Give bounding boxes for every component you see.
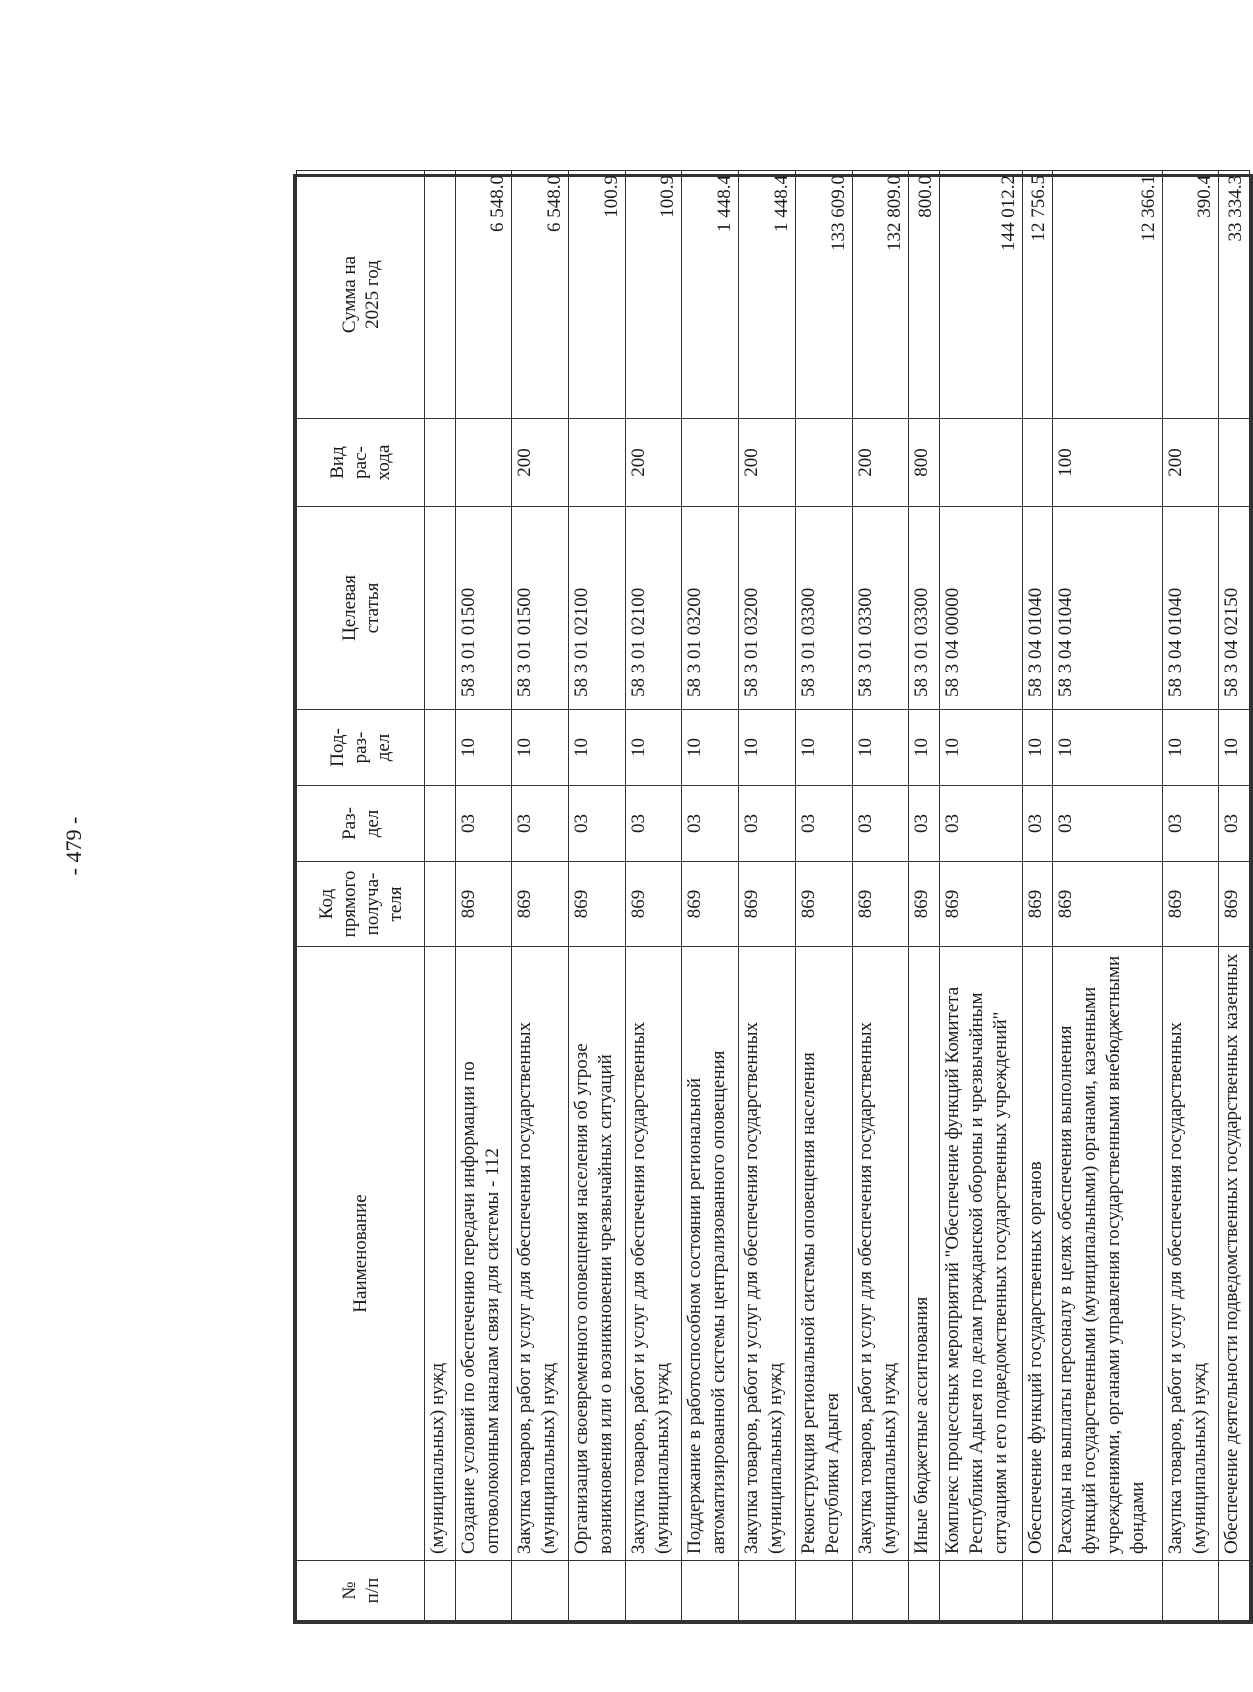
- cell-expense-type: 200: [1162, 419, 1219, 507]
- budget-table: [296, 170, 1250, 1621]
- header-section: Раз- дел: [297, 786, 425, 862]
- cell-no: [512, 1561, 569, 1621]
- page-number: - 479 -: [61, 816, 86, 876]
- cell-recipient-code: 869: [1053, 862, 1162, 947]
- cell-subsection: 10: [1162, 710, 1219, 786]
- cell-name: Закупка товаров, работ и услуг для обеспечения государственных (муниципальных) нужд: [852, 947, 909, 1561]
- cell-recipient-code: 869: [1022, 862, 1053, 947]
- cell-subsection: 10: [512, 710, 569, 786]
- cell-name: Реконструкция региональной системы оповещения населения Республики Адыгея: [795, 947, 852, 1561]
- cell-subsection: 10: [682, 710, 739, 786]
- cell-section: 03: [1053, 786, 1162, 862]
- cell-no: [1022, 1561, 1053, 1621]
- cell-name: Комплекс процессных мероприятий "Обеспечение функций Комитета Республики Адыгея по делам гражданской обороны и чрезвычайным ситуациям и его подведомственных государственных учреждений": [939, 947, 1022, 1561]
- cell-section: 03: [1219, 786, 1250, 862]
- cell-subsection: 10: [625, 710, 682, 786]
- cell-target-article: 58 3 01 03200: [682, 507, 739, 710]
- cell-target-article: 58 3 04 01040: [1022, 507, 1053, 710]
- cell-no: [625, 1561, 682, 1621]
- cell-recipient-code: 869: [625, 862, 682, 947]
- cell-section: 03: [1022, 786, 1053, 862]
- cell-section: [425, 786, 456, 862]
- cell-expense-type: 800: [909, 419, 940, 507]
- cell-recipient-code: 869: [569, 862, 626, 947]
- cell-no: [455, 1561, 512, 1621]
- cell-amount: 800.0: [909, 171, 940, 419]
- cell-expense-type: [939, 419, 1022, 507]
- table-row: [625, 171, 682, 1621]
- cell-expense-type: [795, 419, 852, 507]
- table-row: [1022, 171, 1053, 1621]
- table-row: [512, 171, 569, 1621]
- table-row: [852, 171, 909, 1621]
- cell-section: 03: [569, 786, 626, 862]
- cell-expense-type: [682, 419, 739, 507]
- table-row: [939, 171, 1022, 1621]
- cell-recipient-code: 869: [795, 862, 852, 947]
- cell-recipient-code: 869: [682, 862, 739, 947]
- cell-subsection: [425, 710, 456, 786]
- cell-recipient-code: 869: [852, 862, 909, 947]
- cell-target-article: 58 3 04 02150: [1219, 507, 1250, 710]
- cell-target-article: 58 3 04 00000: [939, 507, 1022, 710]
- table-row: [739, 171, 796, 1621]
- cell-no: [739, 1561, 796, 1621]
- table-body: [425, 171, 1250, 1621]
- cell-expense-type: 200: [739, 419, 796, 507]
- cell-amount: 133 609.0: [795, 171, 852, 419]
- cell-amount: [425, 171, 456, 419]
- cell-amount: 1 448.4: [682, 171, 739, 419]
- cell-target-article: 58 3 01 01500: [455, 507, 512, 710]
- cell-recipient-code: 869: [1219, 862, 1250, 947]
- cell-expense-type: 200: [512, 419, 569, 507]
- cell-recipient-code: 869: [512, 862, 569, 947]
- table-row: [1053, 171, 1162, 1621]
- cell-no: [909, 1561, 940, 1621]
- cell-name: (муниципальных) нужд: [425, 947, 456, 1561]
- table-header: [297, 171, 425, 1621]
- cell-no: [939, 1561, 1022, 1621]
- cell-subsection: 10: [739, 710, 796, 786]
- cell-target-article: 58 3 01 03300: [852, 507, 909, 710]
- cell-name: Закупка товаров, работ и услуг для обеспечения государственных (муниципальных) нужд: [739, 947, 796, 1561]
- header-no: № п/п: [297, 1561, 425, 1621]
- header-target-article: Целевая статья: [297, 507, 425, 710]
- cell-name: Закупка товаров, работ и услуг для обеспечения государственных (муниципальных) нужд: [512, 947, 569, 1561]
- cell-subsection: 10: [939, 710, 1022, 786]
- cell-subsection: 10: [795, 710, 852, 786]
- cell-amount: 100.9: [625, 171, 682, 419]
- cell-target-article: 58 3 01 03300: [795, 507, 852, 710]
- cell-subsection: 10: [852, 710, 909, 786]
- table-row: [1162, 171, 1219, 1621]
- cell-subsection: 10: [1022, 710, 1053, 786]
- cell-expense-type: 200: [625, 419, 682, 507]
- table-row: [569, 171, 626, 1621]
- cell-section: 03: [939, 786, 1022, 862]
- cell-target-article: 58 3 01 02100: [569, 507, 626, 710]
- cell-target-article: 58 3 01 01500: [512, 507, 569, 710]
- cell-name: Обеспечение функций государственных органов: [1022, 947, 1053, 1561]
- cell-expense-type: [455, 419, 512, 507]
- table-row: [455, 171, 512, 1621]
- cell-target-article: 58 3 01 03200: [739, 507, 796, 710]
- cell-amount: 12 366.1: [1053, 171, 1162, 419]
- table-row: [425, 171, 456, 1621]
- cell-recipient-code: 869: [939, 862, 1022, 947]
- cell-expense-type: 200: [852, 419, 909, 507]
- cell-target-article: 58 3 01 03300: [909, 507, 940, 710]
- cell-target-article: 58 3 04 01040: [1053, 507, 1162, 710]
- header-recipient-code: Код прямого получа- теля: [297, 862, 425, 947]
- cell-section: 03: [455, 786, 512, 862]
- budget-table-container: [293, 174, 1253, 1624]
- cell-no: [1219, 1561, 1250, 1621]
- cell-name: Иные бюджетные ассигнования: [909, 947, 940, 1561]
- cell-expense-type: [1022, 419, 1053, 507]
- cell-amount: 33 334.3: [1219, 171, 1250, 419]
- header-name: Наименование: [297, 947, 425, 1561]
- cell-subsection: 10: [455, 710, 512, 786]
- cell-amount: 144 012.2: [939, 171, 1022, 419]
- cell-target-article: 58 3 01 02100: [625, 507, 682, 710]
- cell-amount: 1 448.4: [739, 171, 796, 419]
- cell-name: Закупка товаров, работ и услуг для обеспечения государственных (муниципальных) нужд: [625, 947, 682, 1561]
- cell-name: Создание условий по обеспечению передачи информации по оптоволоконным каналам связи для системы - 112: [455, 947, 512, 1561]
- cell-section: 03: [512, 786, 569, 862]
- cell-name: Поддержание в работоспособном состоянии региональной автоматизированной системы централизованного оповещения: [682, 947, 739, 1561]
- cell-section: 03: [1162, 786, 1219, 862]
- cell-target-article: 58 3 04 01040: [1162, 507, 1219, 710]
- header-expense-type: Вид рас- хода: [297, 419, 425, 507]
- cell-amount: 12 756.5: [1022, 171, 1053, 419]
- cell-subsection: 10: [1219, 710, 1250, 786]
- cell-section: 03: [909, 786, 940, 862]
- cell-no: [852, 1561, 909, 1621]
- cell-section: 03: [682, 786, 739, 862]
- cell-section: 03: [739, 786, 796, 862]
- cell-name: Обеспечение деятельности подведомственных государственных казенных: [1219, 947, 1250, 1561]
- cell-section: 03: [795, 786, 852, 862]
- cell-section: 03: [625, 786, 682, 862]
- cell-target-article: [425, 507, 456, 710]
- cell-no: [682, 1561, 739, 1621]
- cell-no: [425, 1561, 456, 1621]
- cell-amount: 132 809.0: [852, 171, 909, 419]
- cell-expense-type: [425, 419, 456, 507]
- cell-recipient-code: 869: [455, 862, 512, 947]
- table-row: [909, 171, 940, 1621]
- header-amount: Сумма на 2025 год: [297, 171, 425, 419]
- cell-expense-type: 100: [1053, 419, 1162, 507]
- cell-name: Закупка товаров, работ и услуг для обеспечения государственных (муниципальных) нужд: [1162, 947, 1219, 1561]
- cell-amount: 390.4: [1162, 171, 1219, 419]
- cell-expense-type: [569, 419, 626, 507]
- cell-no: [1053, 1561, 1162, 1621]
- cell-no: [1162, 1561, 1219, 1621]
- cell-amount: 100.9: [569, 171, 626, 419]
- table-row: [795, 171, 852, 1621]
- cell-section: 03: [852, 786, 909, 862]
- cell-subsection: 10: [909, 710, 940, 786]
- header-subsection: Под- раз- дел: [297, 710, 425, 786]
- cell-no: [569, 1561, 626, 1621]
- cell-recipient-code: 869: [739, 862, 796, 947]
- table-row: [1219, 171, 1250, 1621]
- cell-name: Организация своевременного оповещения населения об угрозе возникновения или о возникновении чрезвычайных ситуаций: [569, 947, 626, 1561]
- cell-no: [795, 1561, 852, 1621]
- cell-amount: 6 548.0: [455, 171, 512, 419]
- cell-amount: 6 548.0: [512, 171, 569, 419]
- table-row: [682, 171, 739, 1621]
- cell-name: Расходы на выплаты персоналу в целях обеспечения выполнения функций государственными (муниципальными) органами, казенными учреждениями, органами управления государственными внебюджетными фондами: [1053, 947, 1162, 1561]
- cell-recipient-code: [425, 862, 456, 947]
- cell-subsection: 10: [1053, 710, 1162, 786]
- cell-recipient-code: 869: [909, 862, 940, 947]
- cell-subsection: 10: [569, 710, 626, 786]
- cell-expense-type: [1219, 419, 1250, 507]
- cell-recipient-code: 869: [1162, 862, 1219, 947]
